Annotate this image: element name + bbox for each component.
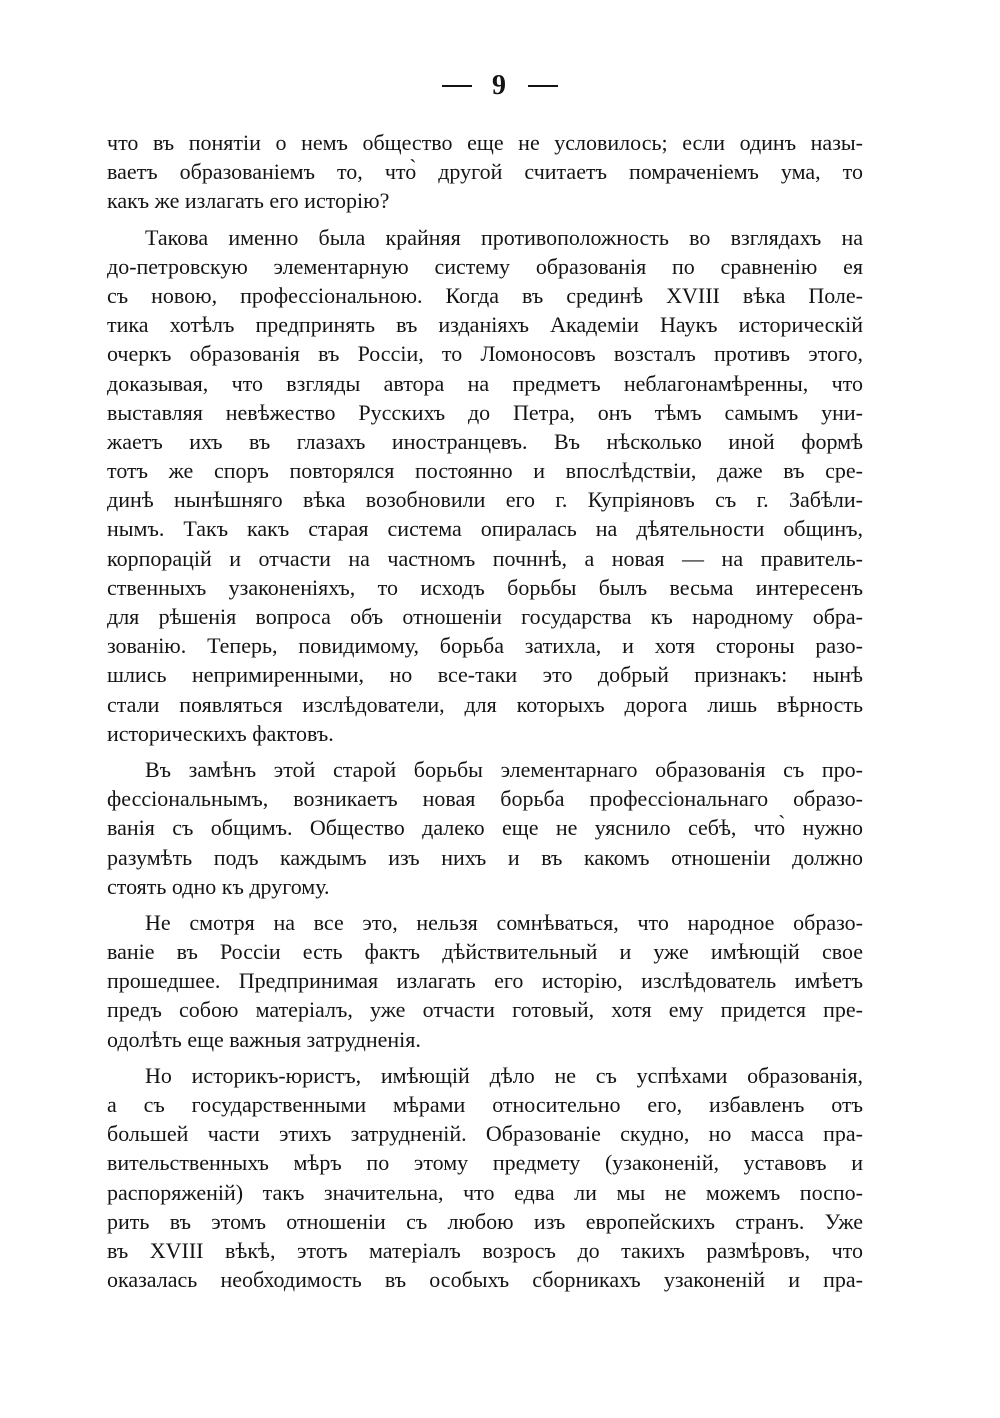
text-line: Въ замѣнъ этой старой борьбы элементарнаго образованія съ про- — [145, 756, 863, 782]
text-line: ственныхъ узаконеніяхъ, то исходъ борьбы былъ весьма интересенъ — [107, 574, 863, 600]
text-line: ваніе въ Россіи есть фактъ дѣйствительный и уже имѣющій свое — [107, 939, 863, 965]
text-line: распоряженій) такъ значительна, что едва ли мы не можемъ поспо- — [107, 1179, 863, 1205]
text-line: что въ понятіи о немъ общество еще не условилось; если одинъ назы- — [107, 130, 863, 155]
text-line: стоять одно къ другому. — [107, 873, 330, 899]
header-dash-right — [528, 85, 558, 87]
text-line: вительственныхъ мѣръ по этому предмету (узаконеній, уставовъ и — [107, 1150, 863, 1176]
text-line: шлись непримиренными, но все-таки это добрый признакъ: нынѣ — [107, 662, 863, 688]
text-line: нымъ. Такъ какъ старая система опиралась на дѣятельности общинъ, — [107, 516, 863, 542]
text-line: ванія съ общимъ. Общество далеко еще не уяснило себѣ, что̀ нужно — [107, 815, 863, 841]
text-line: Но историкъ-юристъ, имѣющій дѣло не съ успѣхами образованія, — [145, 1062, 863, 1088]
text-line: а съ государственными мѣрами относительно его, избавленъ отъ — [107, 1092, 863, 1117]
text-line: оказалась необходимость въ особыхъ сборникахъ узаконеній и пра- — [107, 1267, 863, 1293]
text-line: зованію. Теперь, повидимому, борьба затихла, и хотя стороны разо- — [107, 633, 863, 659]
text-line: Такова именно была крайняя противоположность во взглядахъ на — [145, 224, 863, 250]
text-line: въ XVIII вѣкѣ, этотъ матеріалъ возросъ до такихъ размѣровъ, что — [107, 1237, 863, 1263]
text-line: рить въ этомъ отношеніи съ любою изъ европейскихъ странъ. Уже — [107, 1208, 863, 1234]
text-line: разумѣть подъ каждымъ изъ нихъ и въ какомъ отношеніи должно — [107, 844, 863, 870]
header-dash-left — [442, 85, 472, 87]
paragraph — [107, 223, 863, 748]
page-number: 9 — [492, 69, 508, 101]
paragraph — [107, 755, 863, 901]
text-line: очеркъ образованія въ Россіи, то Ломоносовъ возсталъ противъ этого, — [107, 341, 863, 367]
paragraph — [107, 1061, 863, 1295]
text-line: прошедшее. Предпринимая излагать его исторію, изслѣдователь имѣетъ — [107, 968, 863, 994]
text-line: предъ собою матеріалъ, уже отчасти готовый, хотя ему придется пре- — [107, 997, 863, 1023]
text-line: большей части этихъ затрудненій. Образованіе скудно, но масса пра- — [107, 1121, 863, 1147]
body-text — [107, 128, 863, 1294]
text-line: корпорацій и отчасти на частномъ почннѣ, а новая — на правитель- — [107, 545, 863, 571]
paragraph — [107, 908, 863, 1054]
text-line: какъ же излагать его исторію? — [107, 188, 390, 214]
text-line: историческихъ фактовъ. — [107, 720, 334, 746]
text-line: съ новою, профессіональною. Когда въ срединѣ XVIII вѣка Поле- — [107, 282, 863, 308]
text-line: динѣ нынѣшняго вѣка возобновили его г. Купріяновъ съ г. Забѣли- — [107, 487, 863, 513]
text-line: стали появляться изслѣдователи, для которыхъ дорога лишь вѣрность — [107, 691, 863, 717]
text-line: до-петровскую элементарную систему образованія по сравненію ея — [107, 253, 863, 279]
text-line: для рѣшенія вопроса объ отношеніи государства къ народному обра- — [107, 604, 863, 629]
text-line: одолѣть еще важныя затрудненія. — [107, 1026, 421, 1052]
text-line: тика хотѣлъ предпринять въ изданіяхъ Академіи Наукъ историческій — [107, 312, 863, 338]
text-line: доказывая, что взгляды автора на предметъ неблагонамѣренны, что — [107, 370, 863, 396]
text-line: фессіональнымъ, возникаетъ новая борьба профессіональнаго образо- — [107, 786, 863, 812]
paragraph — [107, 128, 863, 216]
text-line: Не смотря на все это, нельзя сомнѣваться, что народное образо- — [145, 909, 863, 935]
text-line: ваетъ образованіемъ то, что̀ другой считаетъ помраченіемъ ума, то — [107, 159, 863, 185]
text-line: тотъ же споръ повторялся постоянно и впослѣдствіи, даже въ сре- — [107, 458, 863, 484]
text-line: выставляя невѣжество Русскихъ до Петра, онъ тѣмъ самымъ уни- — [107, 399, 863, 425]
text-line: жаетъ ихъ въ глазахъ иностранцевъ. Въ нѣсколько иной формѣ — [107, 428, 863, 454]
page-header — [0, 68, 1000, 102]
